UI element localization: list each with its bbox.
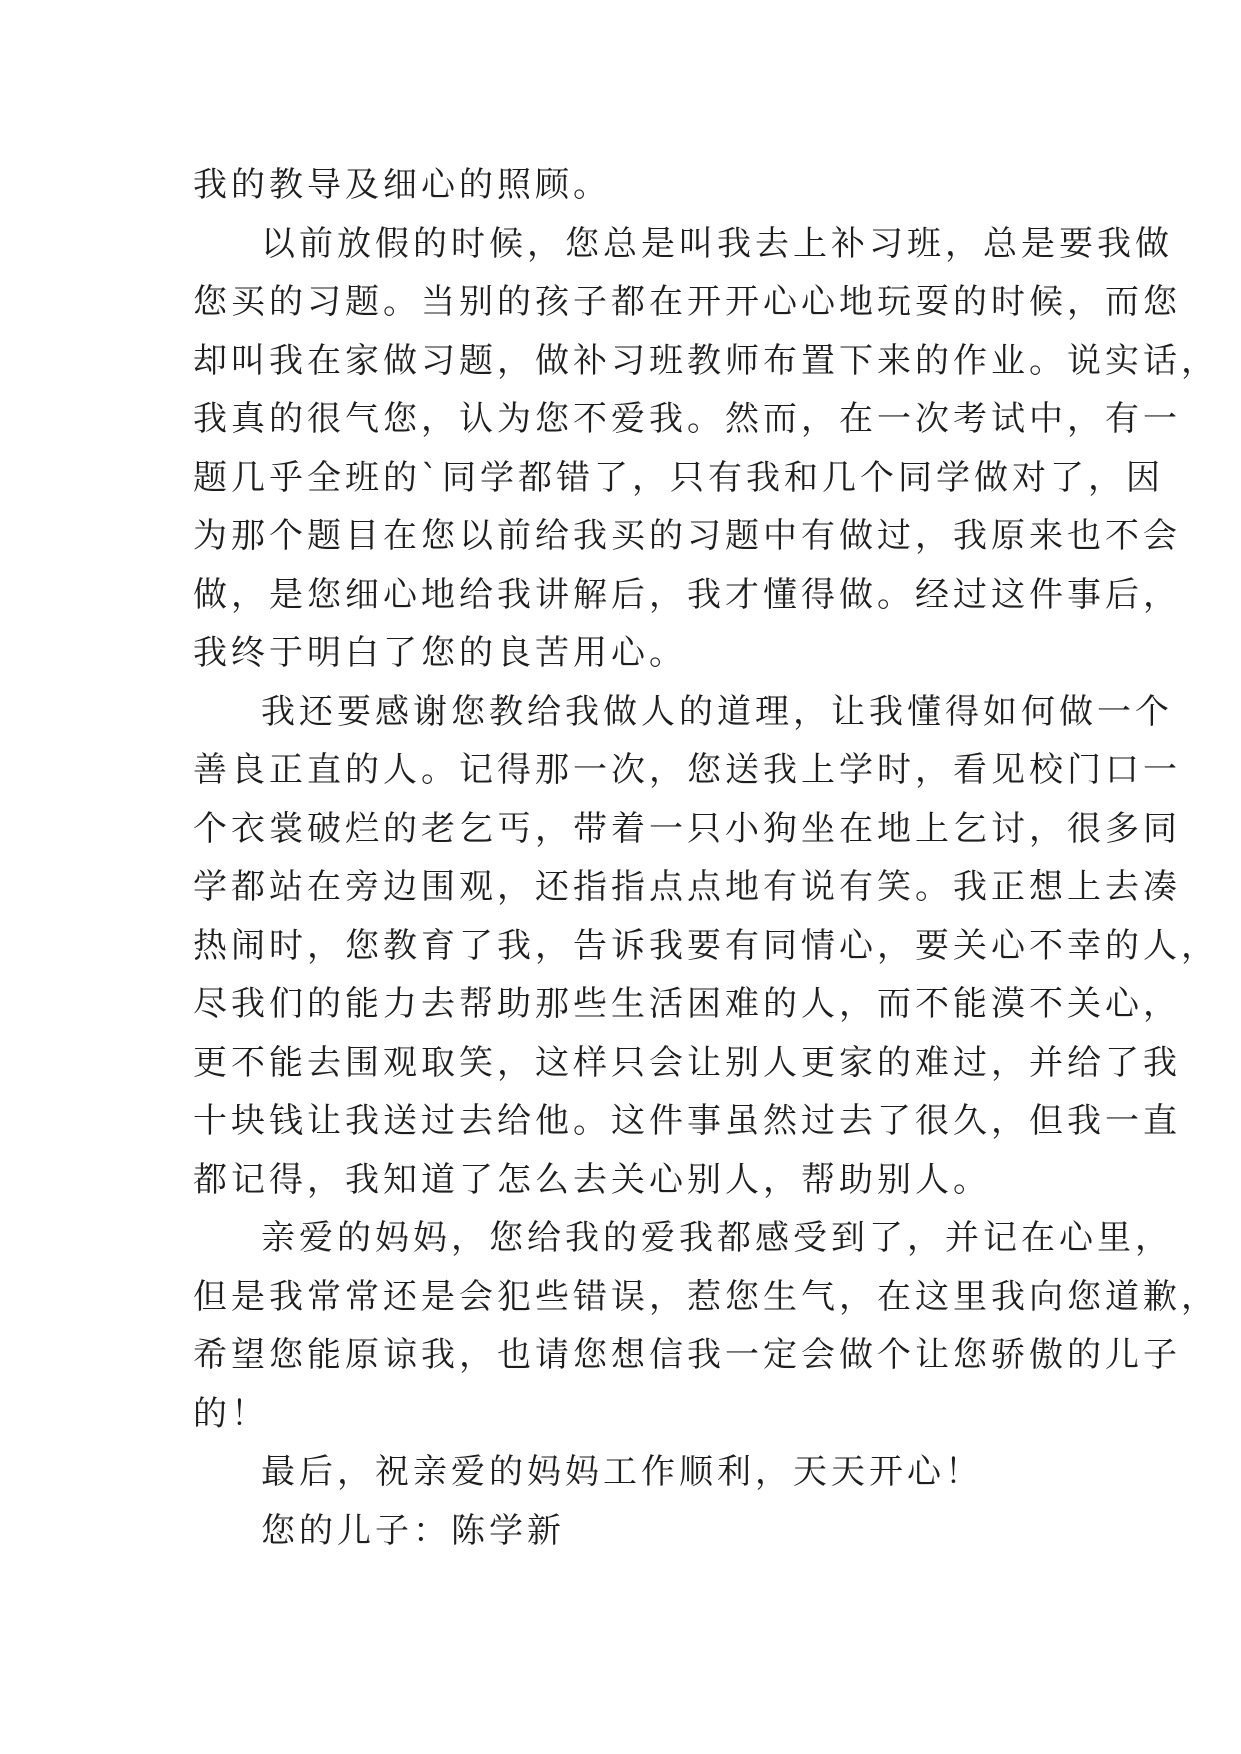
text-line: 为那个题目在您以前给我买的习题中有做过，我原来也不会 [193, 516, 1181, 556]
text-line: 却叫我在家做习题，做补习班教师布置下来的作业。说实话， [193, 340, 1219, 381]
text-line: 个衣裳破烂的老乞丐，带着一只小狗坐在地上乞讨，很多同 [193, 808, 1181, 849]
text-line: 学都站在旁边围观，还指指点点地有说有笑。我正想上去凑 [193, 867, 1181, 907]
text-line: 我终于明白了您的良苦用心。 [193, 633, 687, 673]
text-line: 但是我常常还是会犯些错误，惹您生气，在这里我向您道歉， [193, 1276, 1219, 1317]
text-line: 亲爱的妈妈，您给我的爱我都感受到了，并记在心里， [261, 1218, 1173, 1258]
text-line: 的！ [193, 1393, 269, 1434]
signature-line: 您的儿子：陈学新 [261, 1510, 565, 1551]
text-line: 做，是您细心地给我讲解后，我才懂得做。经过这件事后， [193, 574, 1181, 615]
text-line: 更不能去围观取笑，这样只会让别人更家的难过，并给了我 [193, 1042, 1181, 1083]
text-line: 我还要感谢您教给我做人的道理，让我懂得如何做一个 [261, 691, 1173, 732]
closing-line: 最后，祝亲爱的妈妈工作顺利，天天开心！ [261, 1452, 983, 1492]
text-line: 我的教导及细心的照顾。 [193, 165, 611, 205]
text-line: 以前放假的时候，您总是叫我去上补习班，总是要我做 [261, 223, 1173, 264]
text-line: 尽我们的能力去帮助那些生活困难的人，而不能漠不关心， [193, 984, 1181, 1024]
text-line: 热闹时，您教育了我，告诉我要有同情心，要关心不幸的人， [193, 925, 1219, 966]
text-line: 我真的很气您，认为您不爱我。然而，在一次考试中，有一 [193, 399, 1181, 439]
text-line: 您买的习题。当别的孩子都在开开心心地玩耍的时候，而您 [193, 282, 1181, 322]
text-line: 题几乎全班的`同学都错了，只有我和几个同学做对了，因 [193, 457, 1164, 498]
letter-body [193, 156, 1219, 1560]
text-line: 十块钱让我送过去给他。这件事虽然过去了很久，但我一直 [193, 1101, 1181, 1141]
text-line: 都记得，我知道了怎么去关心别人，帮助别人。 [193, 1159, 991, 1200]
text-line: 善良正直的人。记得那一次，您送我上学时，看见校门口一 [193, 750, 1181, 790]
text-line: 希望您能原谅我，也请您想信我一定会做个让您骄傲的儿子 [193, 1335, 1181, 1375]
